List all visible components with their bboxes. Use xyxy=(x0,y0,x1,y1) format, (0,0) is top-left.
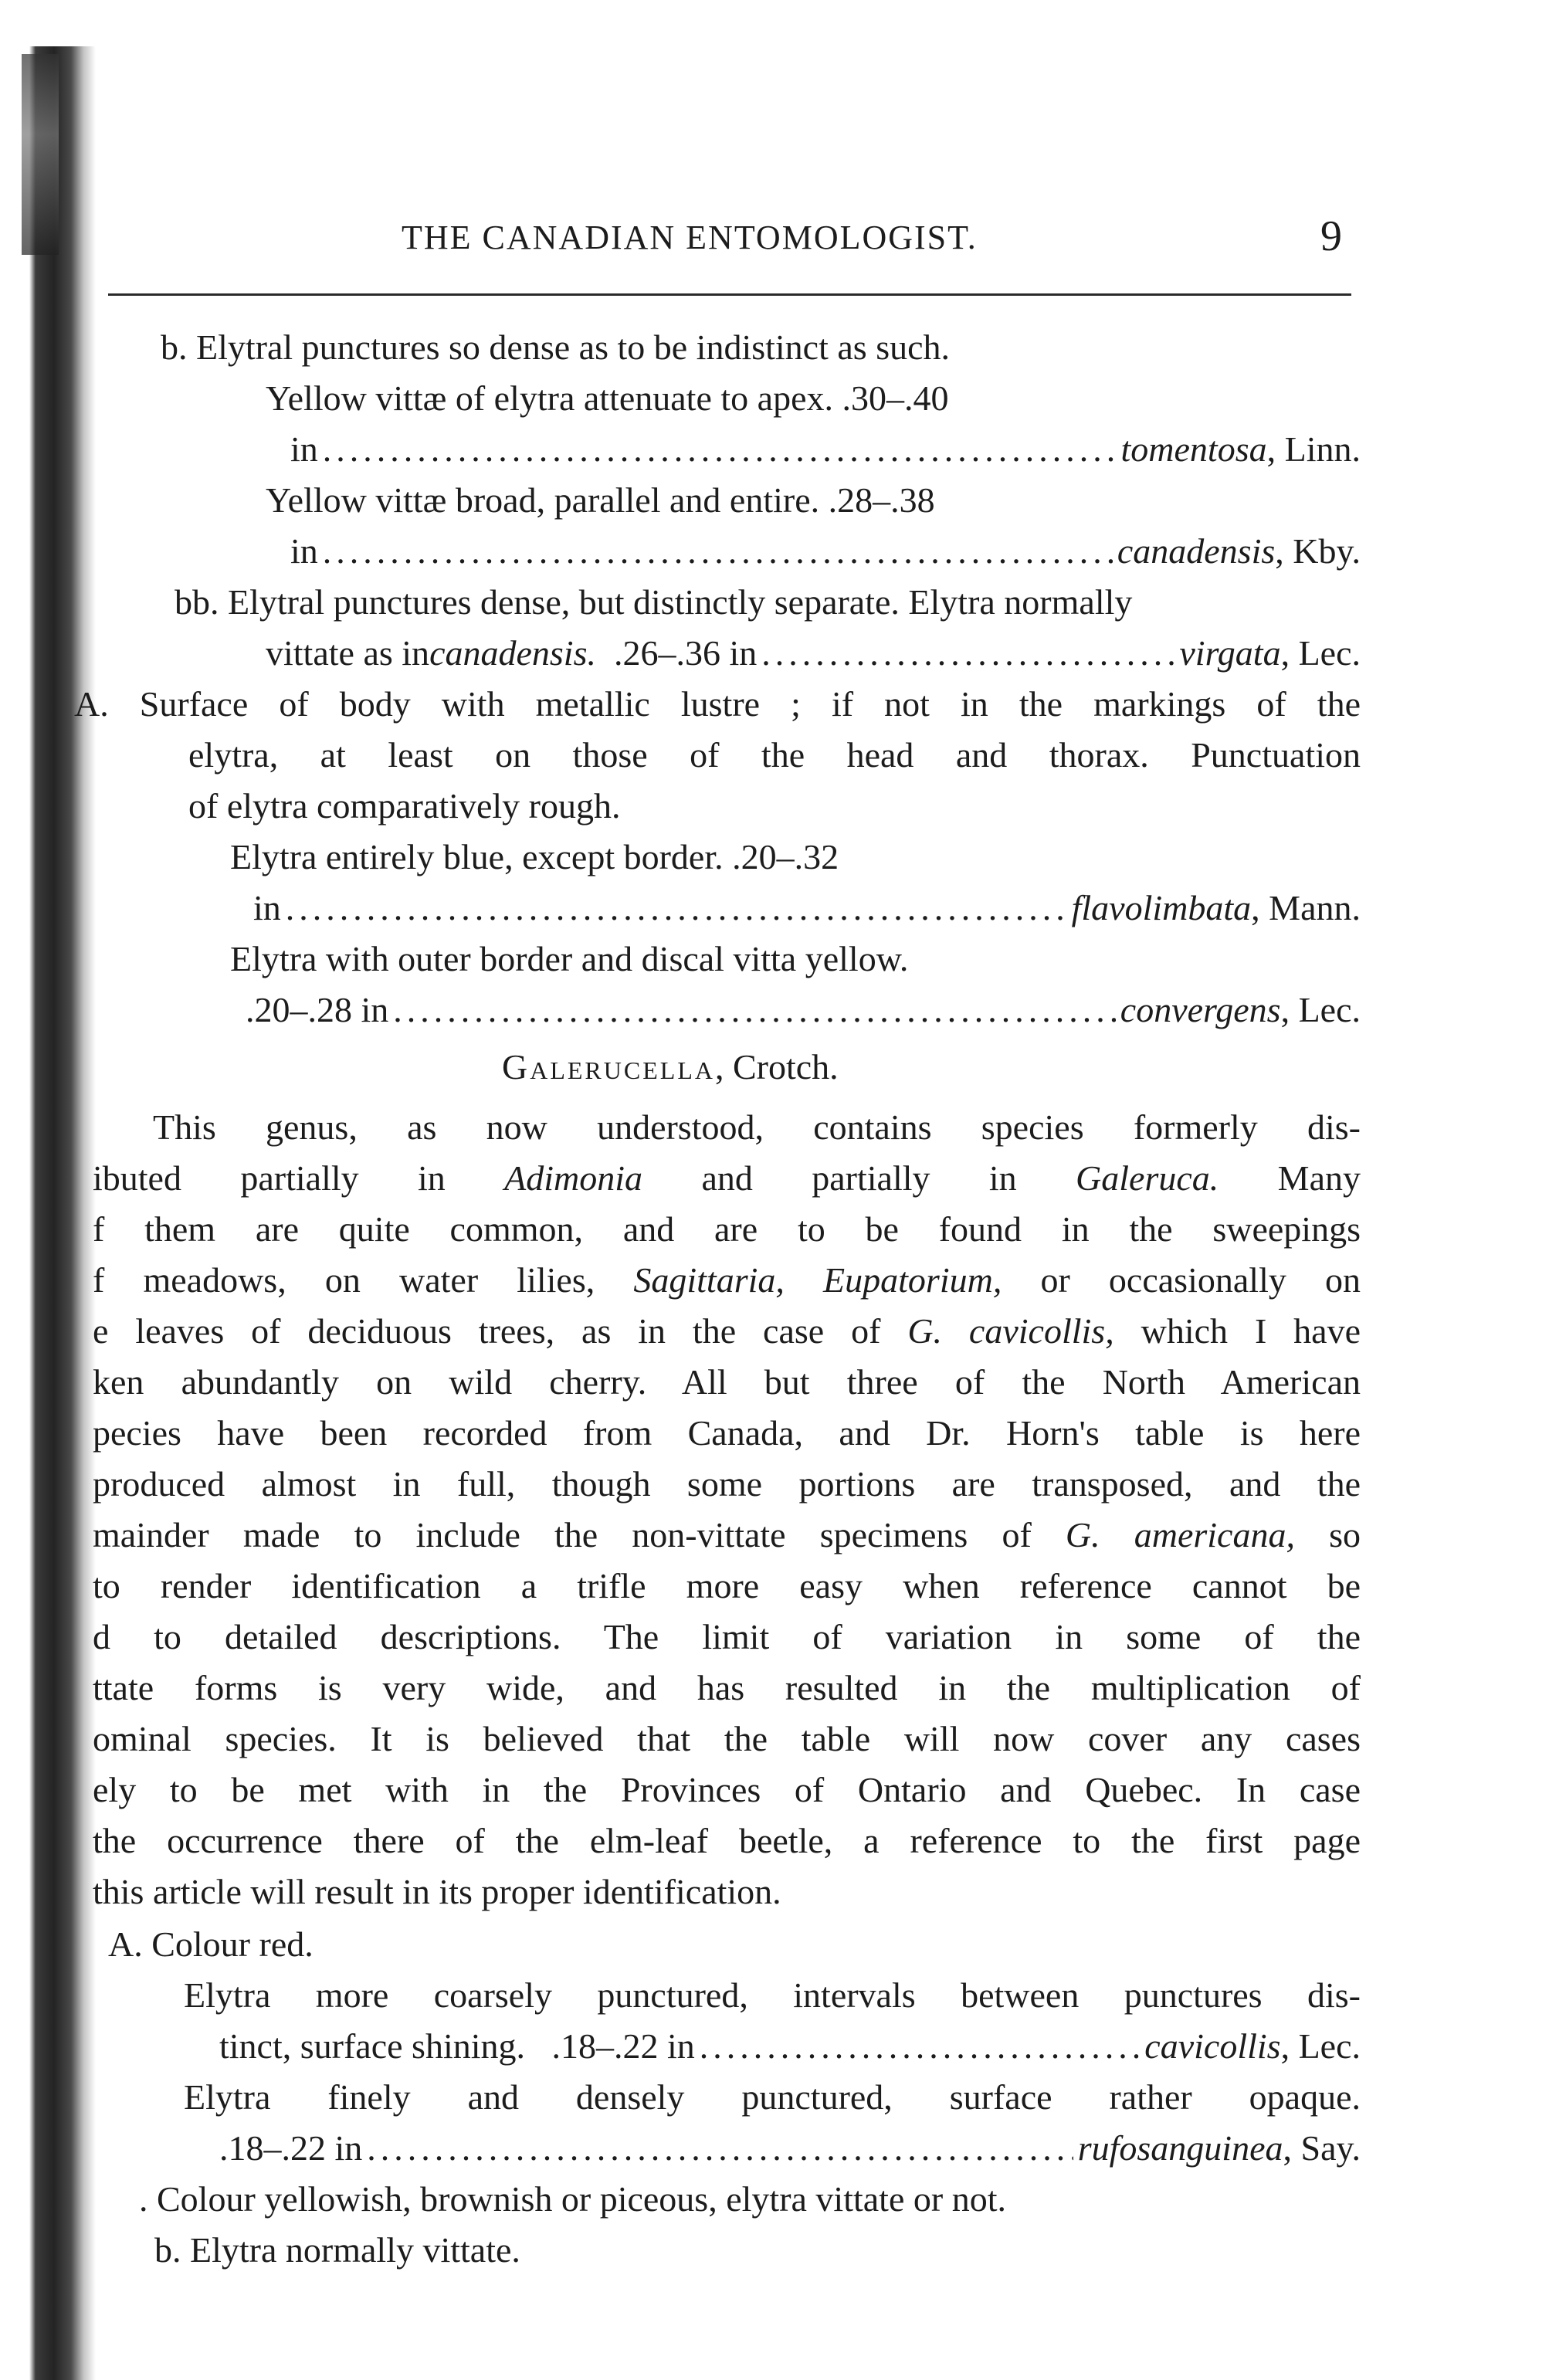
genus-ref-adimonia: Adimonia xyxy=(504,1158,643,1198)
paragraph-line-15: the occurrence there of the elm-leaf beetle, a reference to the first page xyxy=(93,1821,1361,1860)
species-name-canadensis: canadensis xyxy=(1117,531,1276,571)
species-ref-cavicollis: G. cavicollis, xyxy=(907,1311,1114,1351)
leader-dots xyxy=(393,987,1116,1033)
key-entry-A-red: A. Colour red. xyxy=(108,1924,314,1964)
key-entry-b-vittate: b. Elytra normally vittate. xyxy=(154,2230,520,2270)
species-name-tomentosa: tomentosa xyxy=(1120,429,1267,469)
running-title: THE CANADIAN ENTOMOLOGIST. xyxy=(402,219,978,256)
paragraph-line-3: f them are quite common, and are to be found in the sweepings xyxy=(93,1209,1361,1249)
key-line-virgata xyxy=(266,630,1361,676)
key-line-canadensis xyxy=(290,528,1361,575)
key-entry-bb: bb. Elytral punctures dense, but distinctly separate. Elytra normally xyxy=(175,582,1133,622)
paragraph-line-6: ken abundantly on wild cherry. All but three of the North American xyxy=(93,1362,1361,1402)
header-rule xyxy=(108,293,1351,296)
paragraph-line-11: d to detailed descriptions. The limit of variation in some of the xyxy=(93,1617,1361,1656)
reference-canadensis: canadensis. xyxy=(429,633,596,673)
key-entry-AA-line2: elytra, at least on those of the head and thorax. Punctuation xyxy=(188,735,1361,775)
key-desc-cavicollis-line1: Elytra more coarsely punctured, intervals between punctures dis- xyxy=(184,1975,1361,2015)
leader-dots xyxy=(367,2125,1073,2171)
key-desc-convergens: Elytra with outer border and discal vitta yellow. xyxy=(230,939,909,978)
text-run: so xyxy=(1294,1515,1361,1554)
page-binding-shadow xyxy=(22,54,59,255)
species-author: , Lec. xyxy=(1280,990,1361,1029)
size-range: .20–.28 in xyxy=(246,990,389,1029)
size-range: tinct, surface shining. .18–.22 in xyxy=(219,2026,695,2066)
key-desc-rufosanguinea-line1: Elytra finely and densely punctured, surface rather opaque. xyxy=(184,2077,1361,2117)
size-unit: in xyxy=(290,531,318,571)
key-line-flavolimbata xyxy=(253,885,1361,931)
species-name-convergens: convergens xyxy=(1120,990,1281,1029)
genus-ref-galeruca: Galeruca. xyxy=(1076,1158,1219,1198)
key-desc-tomentosa: Yellow vittæ of elytra attenuate to apex. .30–.40 xyxy=(266,378,949,418)
paragraph-line-2 xyxy=(93,1155,1361,1202)
key-line-tomentosa xyxy=(290,426,1361,473)
key-desc-flavolimbata: Elytra entirely blue, except border. .20–.32 xyxy=(230,837,839,876)
text-run: which I have xyxy=(1113,1311,1361,1351)
paragraph-line-16: this article will result in its proper identification. xyxy=(93,1872,781,1911)
key-desc-canadensis: Yellow vittæ broad, parallel and entire. .28–.38 xyxy=(266,480,935,520)
paragraph-line-1: This genus, as now understood, contains species formerly dis- xyxy=(153,1107,1361,1147)
leader-dots xyxy=(323,426,1117,473)
leader-dots xyxy=(323,528,1113,575)
paragraph-line-9 xyxy=(93,1512,1361,1558)
species-author: , Lec. xyxy=(1280,633,1361,673)
paragraph-line-7: pecies have been recorded from Canada, and Dr. Horn's table is here xyxy=(93,1413,1361,1453)
species-name-flavolimbata: flavolimbata xyxy=(1071,888,1252,927)
key-entry-AA-yellowish: . Colour yellowish, brownish or piceous, elytra vittate or not. xyxy=(139,2179,1006,2219)
key-line-rufosanguinea xyxy=(219,2125,1361,2171)
leader-dots xyxy=(700,2023,1140,2070)
page-number: 9 xyxy=(1320,212,1342,260)
size-range: .18–.22 in xyxy=(219,2128,363,2168)
species-author: , Lec. xyxy=(1280,2026,1361,2066)
species-name-cavicollis: cavicollis xyxy=(1144,2026,1281,2066)
species-author: , Kby. xyxy=(1275,531,1361,571)
plant-names: Sagittaria, Eupatorium, xyxy=(633,1260,1002,1300)
species-name-virgata: virgata xyxy=(1179,633,1281,673)
text-run: or occasionally on xyxy=(1002,1260,1361,1300)
page-binding-edge xyxy=(0,46,100,2380)
key-entry-AA-line1: A. Surface of body with metallic lustre ; if not in the markings of the xyxy=(74,684,1361,724)
text-run: and partially in xyxy=(642,1158,1076,1198)
paragraph-line-12: ttate forms is very wide, and has resulted in the multiplication of xyxy=(93,1668,1361,1707)
paragraph-line-13: ominal species. It is believed that the table will now cover any cases xyxy=(93,1719,1361,1758)
text-run: e leaves of deciduous trees, as in the case of xyxy=(93,1311,908,1351)
text-run: f meadows, on water lilies, xyxy=(93,1260,634,1300)
species-author: , Say. xyxy=(1283,2128,1361,2168)
paragraph-line-5 xyxy=(93,1308,1361,1354)
leader-dots xyxy=(286,885,1067,931)
species-ref-americana: G. americana, xyxy=(1065,1515,1295,1554)
leader-dots xyxy=(761,630,1174,676)
size-unit: in xyxy=(290,429,318,469)
size-range: .26–.36 in xyxy=(595,633,758,673)
genus-heading xyxy=(502,1044,839,1090)
key-line-convergens xyxy=(246,987,1361,1033)
text-run: ibuted partially in xyxy=(93,1158,505,1198)
key-entry-AA-line3: of elytra comparatively rough. xyxy=(188,786,621,826)
size-unit: in xyxy=(253,888,281,927)
genus-author: , Crotch. xyxy=(714,1047,839,1087)
virgata-desc: vittate as in xyxy=(266,633,430,673)
paragraph-line-14: ely to be met with in the Provinces of Ontario and Quebec. In case xyxy=(93,1770,1361,1809)
key-line-cavicollis xyxy=(219,2023,1361,2070)
text-run: mainder made to include the non-vittate specimens of xyxy=(93,1515,1066,1554)
species-author: , Linn. xyxy=(1266,429,1361,469)
paragraph-line-8: produced almost in full, though some portions are transposed, and the xyxy=(93,1464,1361,1504)
genus-name: Galerucella xyxy=(502,1047,715,1087)
paragraph-line-4 xyxy=(93,1257,1361,1304)
text-run: Many xyxy=(1219,1158,1361,1198)
paragraph-line-10: to render identification a trifle more easy when reference cannot be xyxy=(93,1566,1361,1605)
key-entry-b: b. Elytral punctures so dense as to be indistinct as such. xyxy=(161,327,951,367)
species-name-rufosanguinea: rufosanguinea xyxy=(1077,2128,1283,2168)
species-author: , Mann. xyxy=(1251,888,1361,927)
